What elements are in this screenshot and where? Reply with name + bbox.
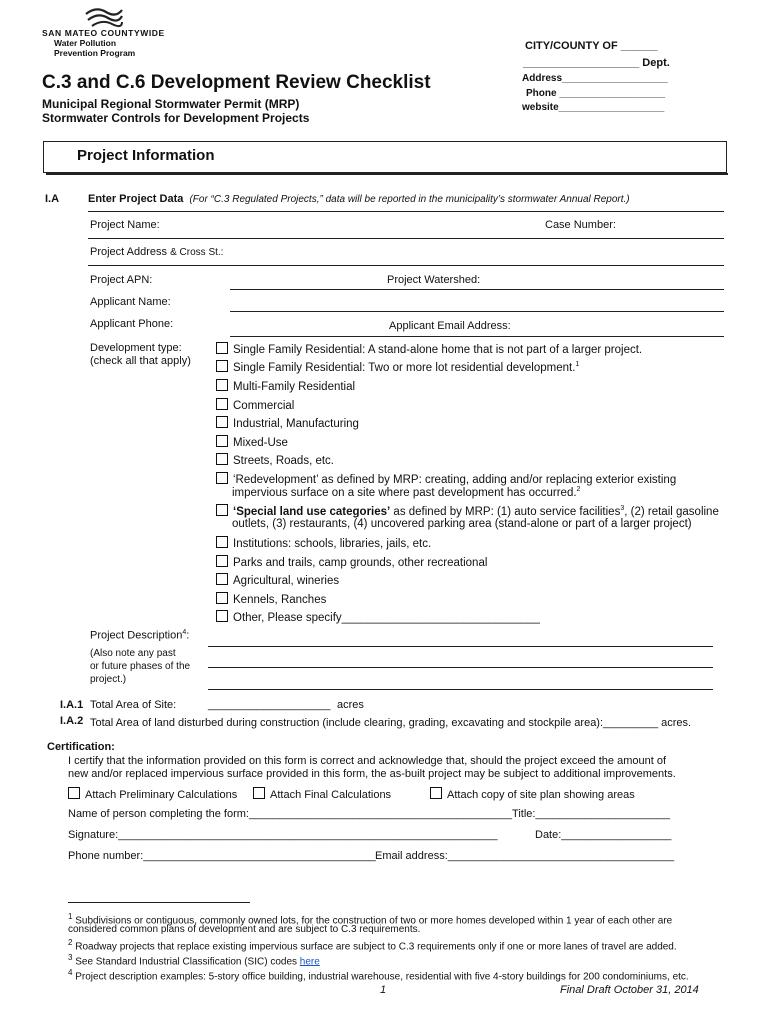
dev-option-commercial[interactable] [216,398,294,412]
dev-option-sfr1[interactable] [216,342,642,356]
attach-site-option[interactable] [430,787,635,801]
applicant-email-label: Applicant Email Address: [389,320,511,332]
dev-option-label-bold: ‘Special land use categories’ [233,506,391,518]
logo-org-line3: Prevention Program [54,48,136,58]
dev-option-mfr[interactable] [216,379,355,393]
checkbox[interactable] [216,472,228,484]
project-name-field[interactable] [88,211,724,212]
checkbox[interactable] [216,453,228,465]
footnote-number: 4 [68,968,73,977]
sic-codes-link[interactable]: here [299,956,320,968]
dev-option-kennels[interactable] [216,592,326,606]
draft-date: Final Draft October 31, 2014 [560,984,699,996]
checkbox[interactable] [216,536,228,548]
project-description-note1: (Also note any past [90,648,176,659]
address: Address___________________ [522,73,668,84]
checkbox[interactable] [216,379,228,391]
dev-option-label: Parks and trails, camp grounds, other recreational [233,557,488,569]
phone-number-field[interactable]: Phone number:______________________________________ [68,850,376,862]
footnote-1-text: Subdivisions or contiguous, commonly owned lots, for the construction of two or more homes developed within 1 year of each other are [75,915,673,927]
dev-option-industrial[interactable] [216,416,359,430]
dev-option-streets[interactable] [216,453,334,467]
ia1-field[interactable]: ____________________ [208,699,331,711]
checkbox[interactable] [216,398,228,410]
footnote-4-text: Project description examples: 5-story office building, industrial warehouse, residential with five 4-story buildings for 200 condominiums, etc. [75,971,689,983]
dev-option-label: Industrial, Manufacturing [233,418,359,430]
footnote-2-text: Roadway projects that replace existing impervious surface are subject to C.3 requirements only if one or more lanes of travel are added. [75,941,677,953]
logo-org-line1: SAN MATEO COUNTYWIDE [42,28,165,38]
project-description-line3[interactable] [208,689,713,690]
city-county: CITY/COUNTY OF ______ [525,40,658,52]
dev-option-label: ‘Redevelopment’ as defined by MRP: creating, adding and/or replacing exterior existing [233,474,677,486]
dev-option-sfr2[interactable] [216,360,579,374]
dev-type-sublabel: (check all that apply) [90,355,191,367]
project-name-label: Project Name: [90,219,160,231]
website: website___________________ [522,102,665,113]
ia-heading: Enter Project Data [88,193,184,205]
checkbox[interactable] [216,592,228,604]
dev-option-parks[interactable] [216,555,487,569]
footnote-1-cont: considered common plans of development and are subject to C.3 requirements. [68,924,421,935]
case-number-label: Case Number: [545,219,616,231]
logo-org-line2: Water Pollution [54,38,117,48]
certification-text1: I certify that the information provided on this form is correct and acknowledge that, should the project exceed the amount of [68,755,666,767]
dev-option-label: , (2) retail gasoline [624,506,719,518]
checkbox[interactable] [216,504,228,516]
ia1-unit: acres [337,699,364,711]
checkbox[interactable] [253,787,265,799]
footnote-ref: 2 [576,486,581,493]
certification-text2: new and/or replaced impervious surface provided in this form, the as-built project may be subject to additional improvements. [68,768,676,780]
signature-field[interactable]: Signature:______________________________________________________________ [68,829,498,841]
logo [42,6,172,58]
dev-option-redevelopment-cont [232,486,580,499]
ia2-number: I.A.2 [60,715,84,727]
dev-option-label: impervious surface on a site where past development has occurred. [232,486,577,499]
applicant-phone-label: Applicant Phone: [90,318,174,330]
checkbox[interactable] [216,435,228,447]
dev-option-other[interactable] [216,610,540,624]
attach-prelim-option[interactable] [68,787,237,801]
dev-option-label: Mixed-Use [233,437,288,449]
ia-note: (For “C.3 Regulated Projects,” data will be reported in the municipality’s stormwater Annual Report.) [189,194,630,205]
subtitle-mrp: Municipal Regional Stormwater Permit (MRP) [42,97,300,111]
checkbox[interactable] [216,416,228,428]
project-description-label-row [90,629,189,642]
dev-option-label: Agricultural, wineries [233,575,340,587]
cross-st-label: & Cross St.: [170,247,224,258]
project-description-colon: : [186,629,190,642]
subtitle-stormwater: Stormwater Controls for Development Projects [42,111,310,125]
phone: Phone ___________________ [526,88,666,99]
dev-option-special-cont [232,518,692,530]
email-address-field[interactable]: Email address:_____________________________________ [375,850,675,862]
project-apn-label: Project APN: [90,274,153,286]
checkbox[interactable] [216,360,228,372]
footnote-number: 1 [68,912,73,921]
certification-heading: Certification: [47,741,115,753]
dev-option-agri[interactable] [216,573,339,587]
footnote-ref: 1 [575,361,580,369]
applicant-phone-field[interactable] [230,336,724,337]
page-number: 1 [380,984,387,996]
project-watershed-label: Project Watershed: [387,274,481,286]
footnote-ref: 4 [182,629,187,636]
date-field[interactable]: Date:__________________ [535,829,672,841]
ia1-label: Total Area of Site: [90,699,177,711]
project-address-field[interactable] [88,265,724,266]
attach-final-option[interactable] [253,787,391,801]
dev-option-mixed[interactable] [216,435,288,449]
project-description-line2[interactable] [208,667,713,668]
logo-wave-icon [84,6,124,28]
dev-option-label: outlets, (3) restaurants, (4) uncovered parking area (stand-alone or part of a larger project) [232,518,692,530]
dev-option-label: Commercial [233,400,295,412]
footnote-number: 3 [68,953,73,962]
footnote-divider [68,902,250,903]
dev-option-label: Single Family Residential: Two or more lot residential development. [233,362,576,374]
ia1-number: I.A.1 [60,699,84,711]
project-name-underline[interactable] [88,238,724,239]
name-person-field[interactable]: Name of person completing the form:___________________________________________Title:______________________ [68,808,671,820]
project-description-note2: or future phases of the [90,661,191,672]
applicant-name-field[interactable] [230,311,724,312]
dev-option-label: Streets, Roads, etc. [233,455,334,467]
checkbox[interactable] [216,610,228,622]
project-description-label: Project Description [90,629,183,642]
dev-type-label: Development type: [90,342,182,354]
dev-option-label: Kennels, Ranches [233,594,327,606]
section-title: Project Information [77,147,215,164]
dept: ___________________ Dept. [523,57,670,69]
section-box-shadow [46,173,728,175]
footnote-ref: 3 [620,505,625,513]
project-apn-field[interactable] [230,289,724,290]
page-title: C.3 and C.6 Development Review Checklist [42,72,431,93]
checkbox[interactable] [216,342,228,354]
attach-site-label: Attach copy of site plan showing areas [447,789,635,801]
ia-heading-row [88,193,630,205]
checkbox[interactable] [68,787,80,799]
dev-option-special[interactable] [216,504,719,518]
footnote-4 [68,966,689,983]
footnote-number: 2 [68,938,73,947]
project-address-label: Project Address [90,246,168,258]
applicant-name-label: Applicant Name: [90,296,171,308]
dev-option-label: as defined by MRP: (1) auto service facilities [390,506,621,518]
checkbox[interactable] [216,573,228,585]
project-description-note3: project.) [90,674,127,685]
ia2-text: Total Area of land disturbed during construction (include clearing, grading, excavating and stockpile area):_________ acres. [90,717,692,729]
checkbox[interactable] [216,555,228,567]
checkbox[interactable] [430,787,442,799]
dev-option-label: Institutions: schools, libraries, jails, etc. [233,538,432,550]
dev-option-label: Other, Please specify_______________________________ [233,612,540,624]
project-description-line1[interactable] [208,646,713,647]
dev-option-label: Multi-Family Residential [233,381,356,393]
project-address-label-row [90,246,223,258]
attach-final-label: Attach Final Calculations [270,789,392,801]
dev-option-institutions[interactable] [216,536,431,550]
footnote-3-text: See Standard Industrial Classification (SIC) codes [75,956,298,968]
dev-option-redevelopment[interactable] [216,472,676,486]
ia-number: I.A [45,193,60,205]
attach-prelim-label: Attach Preliminary Calculations [85,789,238,801]
dev-option-label: Single Family Residential: A stand-alone home that is not part of a larger project. [233,344,643,356]
